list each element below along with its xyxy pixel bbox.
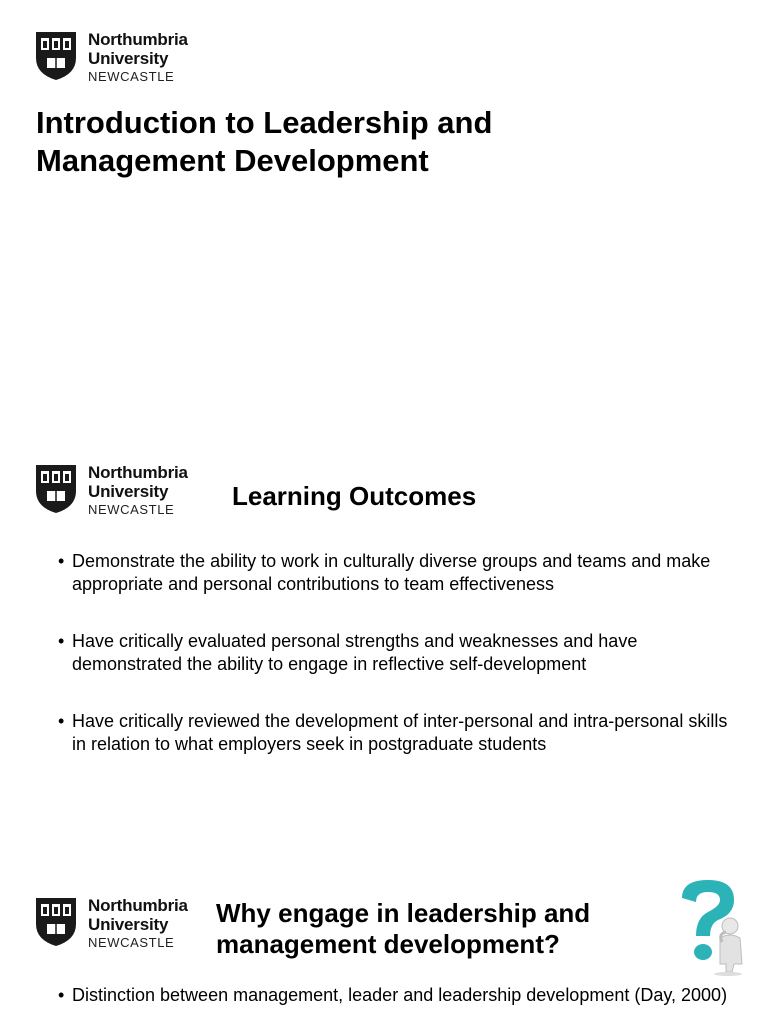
slide-1-title: Introduction to Leadership and Management Development: [36, 105, 493, 178]
learning-outcomes-list: [58, 550, 728, 790]
list-item-text: Distinction between management, leader and leadership development (Day, 2000): [72, 985, 728, 1005]
bullet-dot: •: [58, 631, 65, 651]
list-item-text: Have critically evaluated personal strengths and weaknesses and have demonstrated the ability to engage in reflective self-development: [72, 631, 638, 674]
logo-text-newcastle: NEWCASTLE: [88, 502, 175, 517]
slide-3-list: [58, 984, 728, 1007]
logo-text-northumbria: Northumbria: [88, 896, 188, 915]
list-item: [58, 710, 728, 755]
university-shield-icon: [34, 463, 78, 515]
university-logo: [34, 896, 188, 952]
university-shield-icon: [34, 896, 78, 948]
university-logo: [34, 30, 188, 86]
slide-3: [0, 870, 768, 1024]
slide-2: [0, 440, 768, 870]
logo-wordmark: [88, 30, 188, 86]
bullet-dot: •: [58, 551, 65, 571]
logo-wordmark: [88, 896, 188, 952]
logo-text-university: University: [88, 482, 169, 501]
logo-text-university: University: [88, 915, 169, 934]
list-item-text: Have critically reviewed the development of inter-personal and intra-personal skills in relation to what employers seek in postgraduate students: [72, 711, 728, 754]
university-shield-icon: [34, 30, 78, 82]
list-item: [58, 550, 728, 595]
question-mark-person-icon: [668, 876, 752, 976]
logo-text-university: University: [88, 49, 169, 68]
slide-1: [0, 0, 768, 440]
list-item-text: Demonstrate the ability to work in culturally diverse groups and teams and make appropriate and personal contributions to team effectiveness: [72, 551, 711, 594]
slide-3-title: Why engage in leadership and management development?: [216, 898, 591, 959]
list-item: [58, 984, 728, 1007]
logo-text-northumbria: Northumbria: [88, 463, 188, 482]
list-item: [58, 630, 728, 675]
logo-wordmark: [88, 463, 188, 519]
logo-text-northumbria: Northumbria: [88, 30, 188, 49]
logo-text-newcastle: NEWCASTLE: [88, 935, 175, 950]
logo-text-newcastle: NEWCASTLE: [88, 69, 175, 84]
bullet-dot: •: [58, 711, 65, 731]
slide-2-title: Learning Outcomes: [232, 481, 477, 511]
university-logo: [34, 463, 188, 519]
bullet-dot: •: [58, 985, 65, 1005]
